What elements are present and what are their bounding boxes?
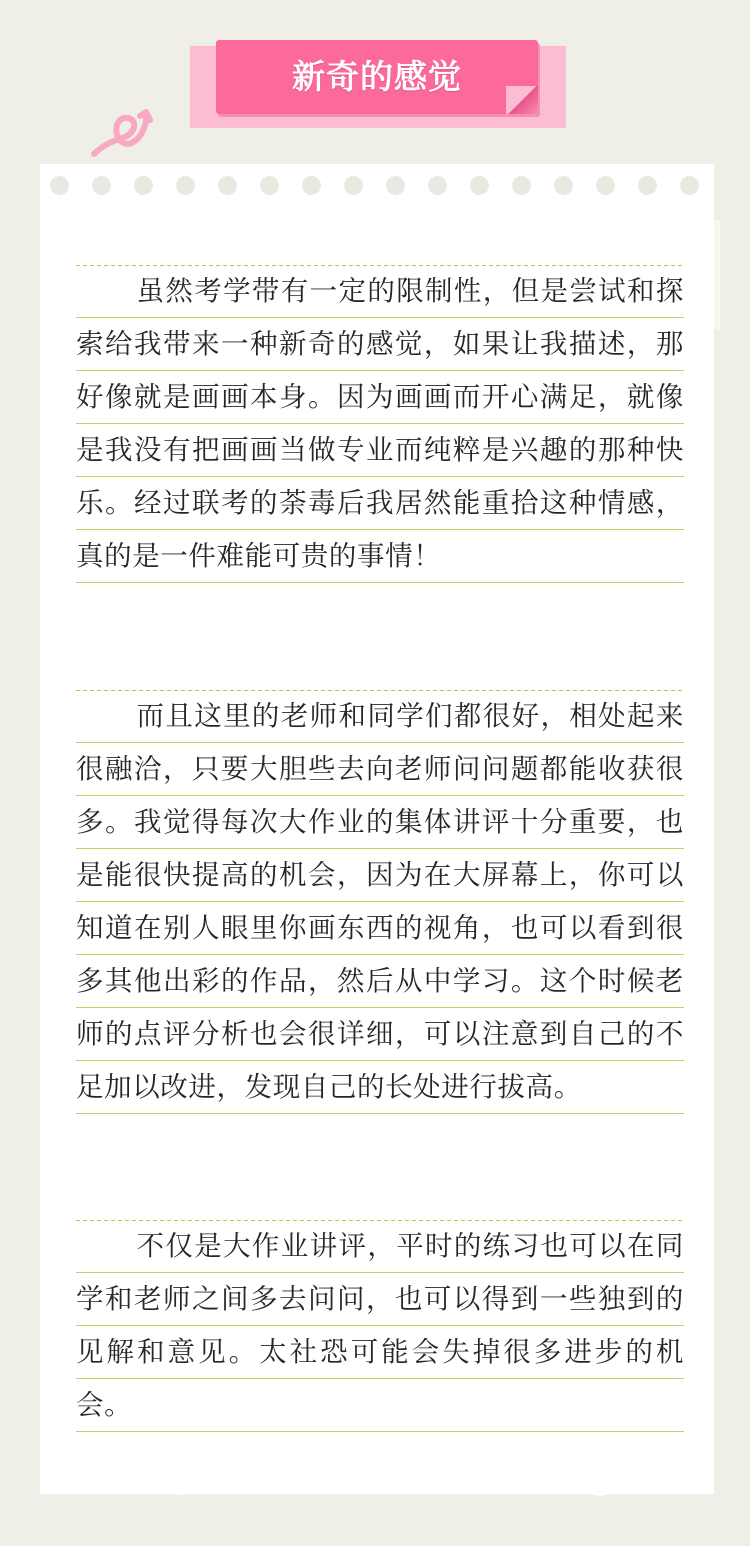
paragraph-2 [76, 690, 684, 1167]
binder-hole [386, 176, 405, 195]
binder-hole [596, 176, 615, 195]
binder-hole [638, 176, 657, 195]
paragraph-text: 而且这里的老师和同学们都很好，相处起来很融洽，只要大胆些去向老师问问题都能收获很多。我觉得每次大作业的集体讲评十分重要，也是能很快提高的机会，因为在大屏幕上，你可以知道在别人眼里你画东西的视角，也可以看到很多其他出彩的作品，然后从中学习。这个时候老师的点评分析也会很详细，可以注意到自己的不足加以改进，发现自己的长处进行拔高。 [76, 690, 684, 1114]
binder-hole [134, 176, 153, 195]
binder-hole [50, 176, 69, 195]
paragraph-text: 不仅是大作业讲评，平时的练习也可以在同学和老师之间多去问问，也可以得到一些独到的见解和意见。太社恐可能会失掉很多进步的机会。 [76, 1220, 684, 1432]
binder-hole [428, 176, 447, 195]
binder-holes [42, 176, 712, 198]
page-title: 新奇的感觉 [292, 57, 462, 96]
binder-hole [260, 176, 279, 195]
binder-hole [344, 176, 363, 195]
binder-hole [554, 176, 573, 195]
binder-hole [218, 176, 237, 195]
paragraph-3 [76, 1220, 684, 1432]
torn-paper-edge [40, 1470, 714, 1506]
binder-hole [92, 176, 111, 195]
paragraph-text: 虽然考学带有一定的限制性，但是尝试和探索给我带来一种新奇的感觉，如果让我描述，那好像就是画画本身。因为画画而开心满足，就像是我没有把画画当做专业而纯粹是兴趣的那种快乐。经过联考的荼毒后我居然能重拾这种情感，真的是一件难能可贵的事情！ [76, 265, 684, 583]
binder-hole [302, 176, 321, 195]
binder-hole [680, 176, 699, 195]
binder-hole [470, 176, 489, 195]
binder-hole [176, 176, 195, 195]
paragraph-1 [76, 265, 684, 637]
binder-hole [512, 176, 531, 195]
curly-hook-icon [86, 104, 156, 160]
